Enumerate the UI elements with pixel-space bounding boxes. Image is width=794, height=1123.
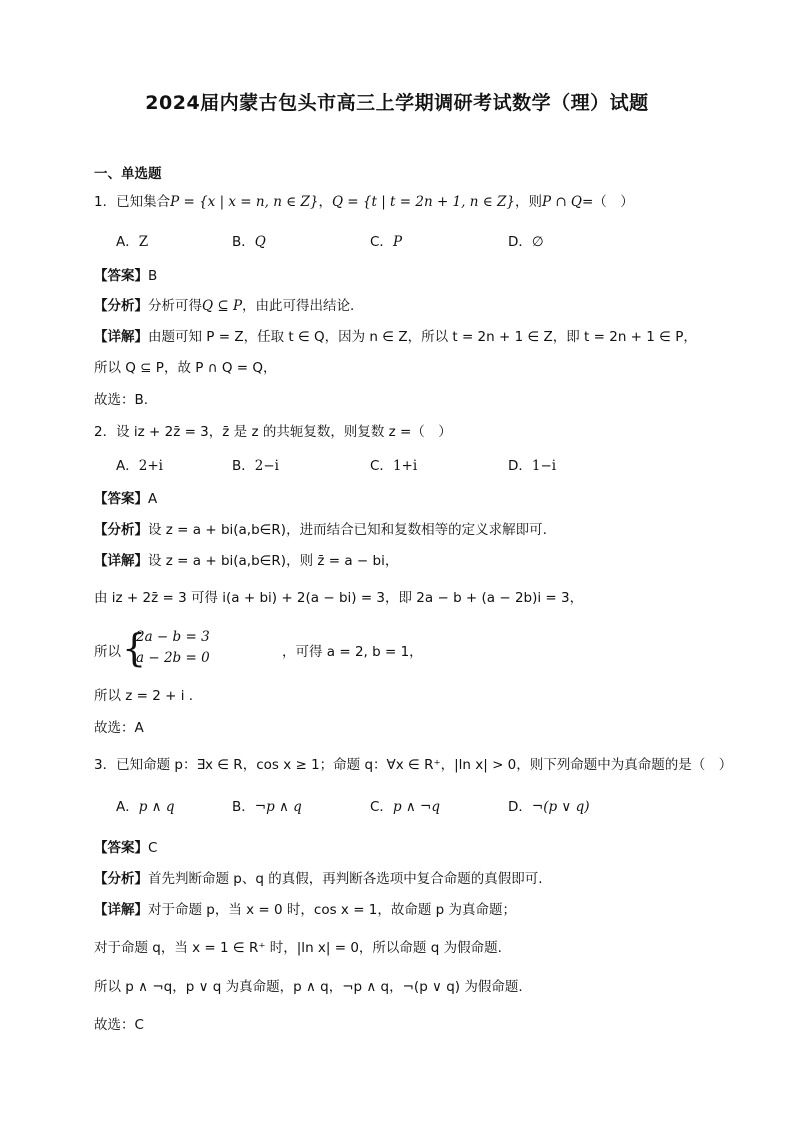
q1-option-d: D．∅ bbox=[508, 234, 544, 250]
q3-option-d: D．¬(p ∨ q) bbox=[508, 799, 590, 815]
q1-detail-line-1: 【详解】由题可知 P = Z，任取 t ∈ Q，因为 n ∈ Z，所以 t = 2n + 1 ∈ Z，即 t = 2n + 1 ∈ P， bbox=[94, 329, 697, 345]
q1-detail-line-2: 所以 Q ⊆ P，故 P ∩ Q = Q， bbox=[94, 360, 277, 376]
q3-detail-line-3: 所以 p ∧ ¬q，p ∨ q 为真命题，p ∧ q，¬p ∧ q，¬(p ∨ q) 为假命题. bbox=[94, 979, 523, 995]
q2-detail-line-1: 【详解】设 z = a + bi(a,b∈R)，则 z̄ = a − bi， bbox=[94, 553, 399, 569]
q3-option-a: A．p ∧ q bbox=[116, 799, 175, 815]
q3-option-b: B．¬p ∧ q bbox=[232, 799, 302, 815]
q2-option-d: D．1−i bbox=[508, 458, 557, 474]
question-3-stem: 3．已知命题 p：∃x ∈ R，cos x ≥ 1；命题 q：∀x ∈ R⁺，|ln x| > 0，则下列命题中为真命题的是（ ） bbox=[94, 757, 733, 773]
q2-detail-line-2: 由 iz + 2z̄ = 3 可得 i(a + bi) + 2(a − bi) = 3，即 2a − b + (a − 2b)i = 3， bbox=[94, 590, 584, 606]
q2-conclusion: 故选：A bbox=[94, 720, 144, 736]
q3-detail-line-1: 【详解】对于命题 p，当 x = 0 时，cos x = 1，故命题 p 为真命题； bbox=[94, 902, 517, 918]
q1-answer: 【答案】B bbox=[94, 268, 158, 284]
q1-conclusion: 故选：B. bbox=[94, 392, 149, 408]
page-title: 2024届内蒙古包头市高三上学期调研考试数学（理）试题 bbox=[145, 92, 649, 114]
q3-detail-line-2: 对于命题 q，当 x = 1 ∈ R⁺ 时，|ln x| = 0，所以命题 q 为假命题. bbox=[94, 940, 502, 956]
q2-option-b: B．2−i bbox=[232, 458, 279, 474]
q1-option-a: A．Z bbox=[116, 234, 149, 250]
q2-analysis: 【分析】设 z = a + bi(a,b∈R)，进而结合已知和复数相等的定义求解即可. bbox=[94, 522, 547, 538]
q2-detail-line-3: 所以 z = 2 + i . bbox=[94, 688, 194, 704]
q1-option-c: C．P bbox=[370, 234, 403, 250]
q3-conclusion: 故选：C bbox=[94, 1017, 144, 1033]
q2-option-a: A．2+i bbox=[116, 458, 163, 474]
q3-analysis: 【分析】首先判断命题 p、q 的真假，再判断各选项中复合命题的真假即可. bbox=[94, 871, 543, 887]
section-heading: 一、单选题 bbox=[94, 166, 162, 182]
q3-answer: 【答案】C bbox=[94, 840, 158, 856]
question-1-stem: 1．已知集合P = {x | x = n, n ∈ Z}，Q = {t | t = 2n + 1, n ∈ Z}，则P ∩ Q=（ ） bbox=[94, 194, 634, 210]
q1-analysis: 【分析】分析可得Q ⊆ P，由此可得出结论. bbox=[94, 298, 355, 314]
question-2-stem: 2．设 iz + 2z̄ = 3，z̄ 是 z 的共轭复数，则复数 z =（ ） bbox=[94, 424, 452, 440]
q2-answer: 【答案】A bbox=[94, 491, 158, 507]
q2-option-c: C．1+i bbox=[370, 458, 418, 474]
brace-symbol: { bbox=[122, 626, 147, 670]
q1-option-b: B．Q bbox=[232, 234, 266, 250]
q3-option-c: C．p ∧ ¬q bbox=[370, 799, 440, 815]
